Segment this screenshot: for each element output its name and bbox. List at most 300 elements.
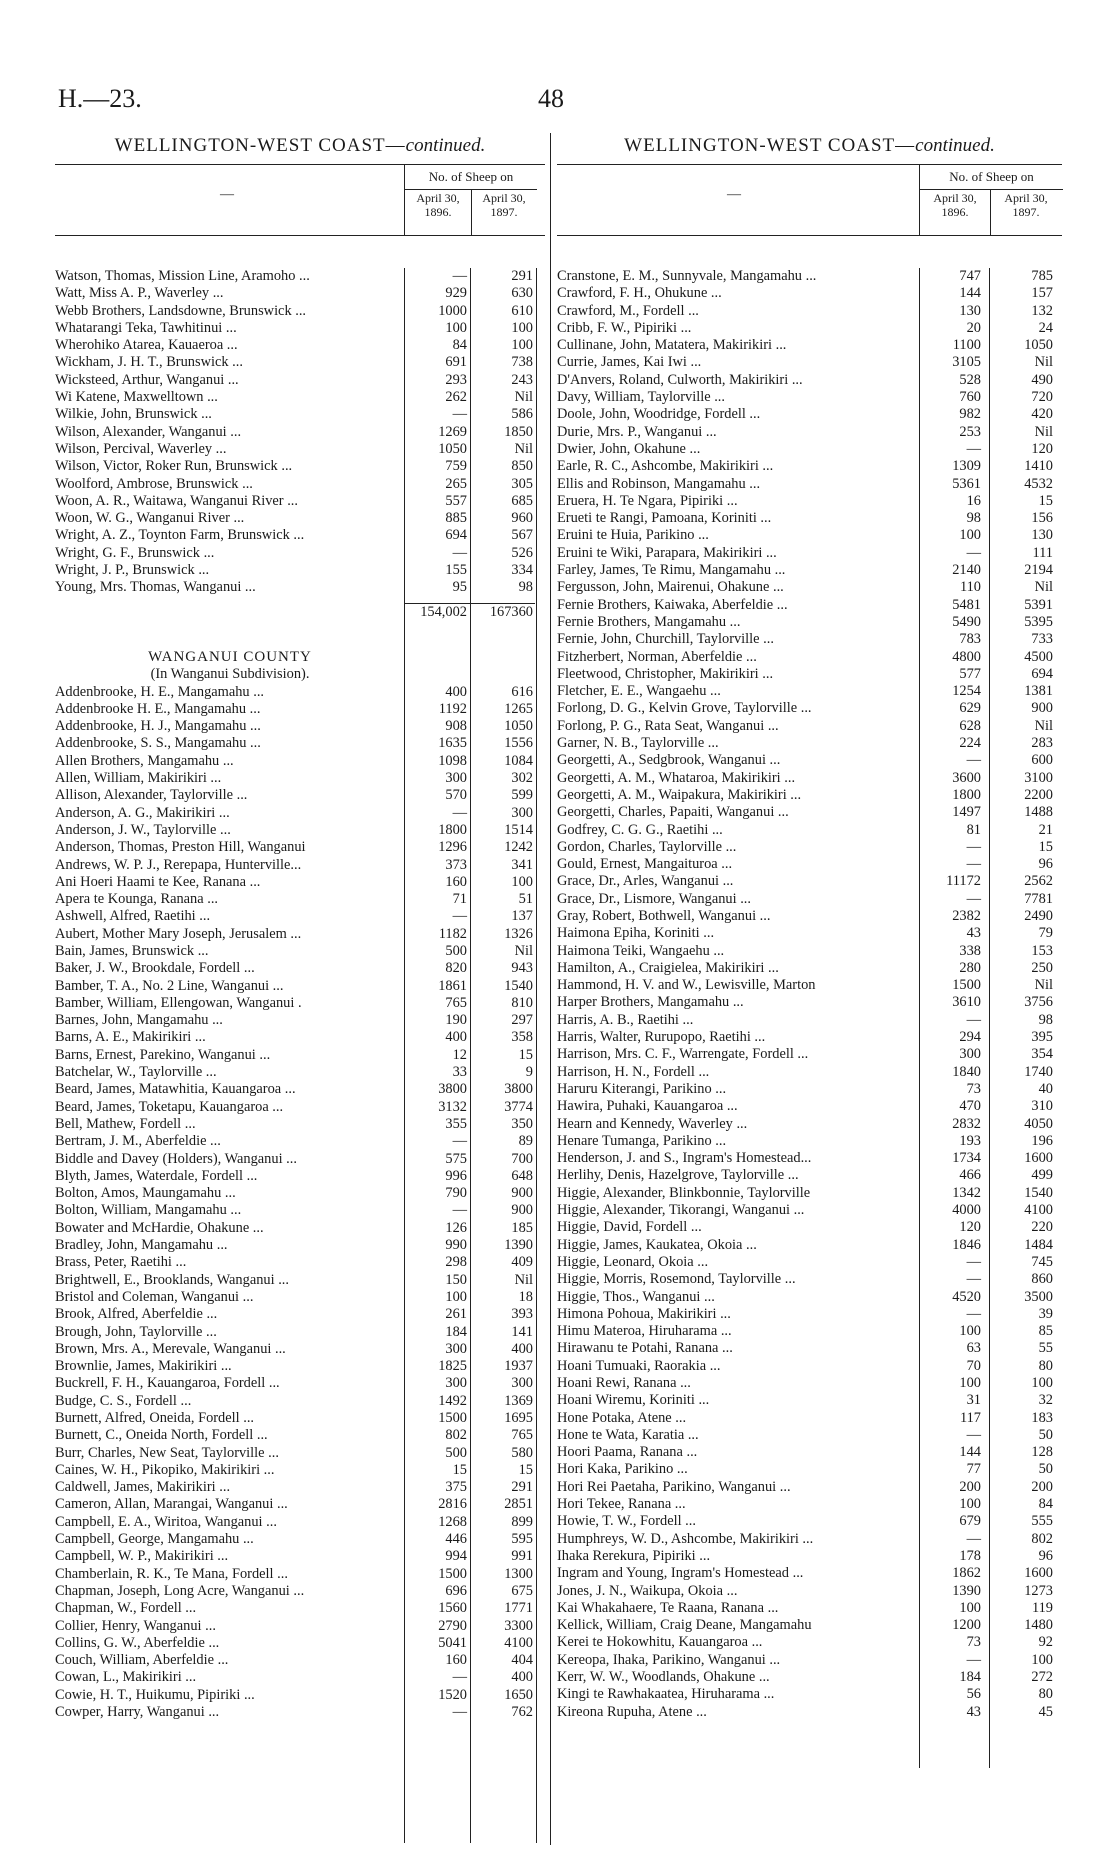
table-row [557, 631, 1062, 648]
owner-name: Georgetti, A. M., Whataroa, Makirikiri ... [557, 769, 796, 786]
table-row [55, 1687, 545, 1704]
sheep-1896: — [966, 1271, 981, 1288]
sheep-1897: 1695 [504, 1410, 533, 1426]
table-row [55, 1081, 545, 1098]
sheep-1896: 117 [959, 1409, 981, 1426]
sheep-1896: 300 [959, 1046, 981, 1063]
owner-name: Young, Mrs. Thomas, Wanganui ... [55, 579, 256, 596]
sheep-1896: — [452, 1133, 467, 1150]
sheep-1896: 178 [959, 1547, 981, 1564]
owner-name: Wickham, J. H. T., Brunswick ... [55, 354, 243, 371]
sheep-1896: 2382 [952, 907, 981, 924]
table-row [557, 683, 1062, 700]
sheep-1897: Nil [1034, 579, 1053, 596]
sheep-1897: 802 [1031, 1530, 1053, 1547]
table-row [55, 510, 545, 527]
sheep-1897: 283 [1031, 735, 1053, 752]
sheep-1897: 96 [1038, 1547, 1053, 1564]
sheep-1897: 183 [1031, 1409, 1053, 1426]
sheep-1896: 1268 [438, 1513, 467, 1530]
sheep-1897: 272 [1031, 1669, 1053, 1686]
sheep-1897: 2490 [1024, 907, 1053, 924]
owner-name: Brook, Alfred, Aberfeldie ... [55, 1306, 218, 1323]
owner-name: Addenbrooke, H. E., Mangamahu ... [55, 683, 265, 700]
owner-name: Doole, John, Woodridge, Fordell ... [557, 406, 761, 423]
sheep-1896: 557 [445, 492, 467, 509]
sheep-1897: 3300 [504, 1617, 533, 1634]
sheep-1897: 1390 [504, 1237, 533, 1254]
sheep-1897: 943 [511, 960, 533, 977]
sheep-1897: Nil [1034, 423, 1053, 440]
sheep-1897: 3774 [504, 1098, 533, 1115]
table-row [557, 1444, 1062, 1461]
owner-name: Campbell, E. A., Wiritoa, Wanganui ... [55, 1513, 277, 1530]
sheep-1897: 1242 [504, 839, 533, 856]
owner-name: Wilson, Victor, Roker Run, Brunswick ... [55, 458, 293, 475]
sheep-1896: 280 [959, 959, 981, 976]
sheep-1897: 32 [1038, 1392, 1053, 1409]
sheep-1897: 648 [511, 1167, 533, 1184]
sheep-1896: 400 [445, 683, 467, 700]
sheep-1896: 2832 [952, 1115, 981, 1132]
table-row [55, 874, 545, 891]
owner-name: Bowater and McHardie, Ohakune ... [55, 1219, 264, 1236]
sheep-1897: 80 [1038, 1357, 1053, 1374]
sheep-1897: Nil [1034, 354, 1053, 371]
table-row [557, 1271, 1062, 1288]
sheep-1896: 184 [445, 1323, 467, 1340]
sheep-1896: — [966, 544, 981, 561]
owner-name: Earle, R. C., Ashcombe, Makirikiri ... [557, 458, 774, 475]
table-row [55, 943, 545, 960]
total-1897: 167360 [489, 603, 533, 620]
sheep-1897: 40 [1038, 1080, 1053, 1097]
table-row [55, 1393, 545, 1410]
owner-name: Hearn and Kennedy, Waverley ... [557, 1115, 748, 1132]
right-table-header [557, 164, 1062, 236]
sheep-1896: 994 [445, 1548, 467, 1565]
sheep-1896: 696 [445, 1582, 467, 1599]
owner-name: Hoani Wiremu, Koriniti ... [557, 1392, 710, 1409]
table-row [55, 1133, 545, 1150]
owner-name: Bolton, Amos, Maungamahu ... [55, 1185, 236, 1202]
owner-name: Whatarangi Teka, Tawhitinui ... [55, 319, 237, 336]
owner-name: Anderson, Thomas, Preston Hill, Wanganui [55, 839, 306, 856]
sheep-1896: 1296 [438, 839, 467, 856]
sheep-1896: 679 [959, 1513, 981, 1530]
table-row [55, 476, 545, 493]
owner-name: Bamber, William, Ellengowan, Wanganui . [55, 994, 302, 1011]
owner-name: Watt, Miss A. P., Waverley ... [55, 285, 224, 302]
sheep-1897: 3100 [1024, 769, 1053, 786]
owner-name: Kerei te Hokowhitu, Kauangaroa ... [557, 1634, 763, 1651]
table-row [557, 977, 1062, 994]
owner-name: Barns, Ernest, Parekino, Wanganui ... [55, 1046, 271, 1063]
owner-name: Forlong, P. G., Rata Seat, Wanganui ... [557, 717, 779, 734]
owner-name: Wicksteed, Arthur, Wanganui ... [55, 371, 239, 388]
table-row [557, 752, 1062, 769]
table-row [55, 1272, 545, 1289]
table-row [557, 1634, 1062, 1651]
owner-name: Addenbrooke, S. S., Mangamahu ... [55, 735, 261, 752]
owner-name: Biddle and Davey (Holders), Wanganui ... [55, 1150, 297, 1167]
sheep-1896: 1862 [952, 1565, 981, 1582]
sheep-1896: 1500 [438, 1410, 467, 1426]
table-row [557, 1652, 1062, 1669]
table-row [55, 389, 545, 406]
sheep-1897: 291 [511, 268, 533, 284]
owner-name: Beard, James, Matawhitia, Kauangaroa ... [55, 1081, 296, 1098]
table-row [55, 1479, 545, 1496]
owner-name: Garner, N. B., Taylorville ... [557, 735, 719, 752]
sheep-1896: 300 [445, 1375, 467, 1392]
owner-name: Wright, G. F., Brunswick ... [55, 544, 215, 561]
table-row [55, 978, 545, 995]
sheep-1896: 466 [959, 1167, 981, 1184]
sheep-1897: 341 [511, 856, 533, 873]
sheep-1897: 860 [1031, 1271, 1053, 1288]
owner-name: Allen, William, Makirikiri ... [55, 770, 222, 787]
sheep-1897: 5391 [1024, 596, 1053, 613]
sheep-1896: 100 [445, 319, 467, 336]
sheep-1896: 56 [966, 1686, 981, 1703]
table-row [55, 1531, 545, 1548]
right-header-group [919, 165, 1063, 235]
sheep-1896: 765 [445, 994, 467, 1011]
table-row [55, 1669, 545, 1686]
sheep-1896: 70 [966, 1357, 981, 1374]
owner-name: Bamber, T. A., No. 2 Line, Wanganui ... [55, 977, 284, 994]
sheep-1896: 5361 [952, 475, 981, 492]
sheep-1896: 1000 [438, 302, 467, 319]
sheep-1896: 802 [445, 1427, 467, 1444]
sheep-1896: 1635 [438, 735, 467, 752]
sheep-1896: 155 [445, 562, 467, 579]
table-row [557, 303, 1062, 320]
sheep-1896: 43 [966, 925, 981, 942]
sheep-1897: 297 [511, 1012, 533, 1029]
table-row [557, 718, 1062, 735]
table-row [557, 372, 1062, 389]
sheep-1897: 1556 [504, 735, 533, 752]
sheep-1897: 900 [511, 1202, 533, 1219]
owner-name: Higgie, Alexander, Blinkbonnie, Taylorville [557, 1184, 811, 1201]
owner-name: Allen Brothers, Mangamahu ... [55, 752, 234, 769]
sheep-1896: 160 [445, 1652, 467, 1669]
table-row [557, 493, 1062, 510]
owner-name: Woon, A. R., Waitawa, Wanganui River ... [55, 492, 298, 509]
owner-name: Brass, Peter, Raetihi ... [55, 1254, 187, 1271]
owner-name: Erueti te Rangi, Pamoana, Koriniti ... [557, 510, 772, 527]
sheep-1897: 1326 [504, 925, 533, 942]
table-row [557, 839, 1062, 856]
table-row [557, 354, 1062, 371]
owner-name: Aubert, Mother Mary Joseph, Jerusalem ... [55, 925, 302, 942]
sheep-1897: 567 [511, 527, 533, 544]
owner-name: Fernie Brothers, Mangamahu ... [557, 613, 741, 630]
table-row [55, 441, 545, 458]
left-header-year-1896: April 30, 1896. [416, 191, 460, 219]
sheep-1897: 960 [511, 510, 533, 527]
table-row [557, 1323, 1062, 1340]
sheep-1896: 1182 [438, 925, 467, 942]
owner-name: Hirawanu te Potahi, Ranana ... [557, 1340, 733, 1357]
sheep-1896: 98 [966, 510, 981, 527]
sheep-1896: 184 [959, 1669, 981, 1686]
table-row [55, 527, 545, 544]
sheep-1897: 137 [511, 908, 533, 925]
sheep-1896: 1825 [438, 1358, 467, 1375]
sheep-1896: 77 [966, 1461, 981, 1478]
sheep-1897: 196 [1031, 1132, 1053, 1149]
sheep-1896: — [452, 908, 467, 925]
sheep-1897: 900 [511, 1185, 533, 1202]
sheep-1897: 745 [1031, 1253, 1053, 1270]
total-1896: 154,002 [420, 603, 467, 620]
owner-name: Dwier, John, Okahune ... [557, 440, 701, 457]
owner-name: Allison, Alexander, Taylorville ... [55, 787, 248, 804]
owner-name: Wherohiko Atarea, Kauaeroa ... [55, 337, 238, 354]
sheep-1897: 586 [511, 406, 533, 423]
owner-name: Barns, A. E., Makirikiri ... [55, 1029, 206, 1046]
table-row [557, 1548, 1062, 1565]
owner-name: Jones, J. N., Waikupa, Okoia ... [557, 1582, 738, 1599]
right-table-body [557, 268, 1062, 1721]
sheep-1896: 1100 [952, 337, 981, 354]
owner-name: Wi Katene, Maxwelltown ... [55, 389, 218, 406]
sheep-1896: 759 [445, 458, 467, 475]
sheep-1897: Nil [514, 389, 533, 406]
owner-name: Collins, G. W., Aberfeldie ... [55, 1634, 220, 1651]
right-column [557, 133, 1062, 1721]
owner-name: Ellis and Robinson, Mangamahu ... [557, 475, 761, 492]
table-row [557, 1064, 1062, 1081]
table-row [557, 614, 1062, 631]
table-row [557, 510, 1062, 527]
sheep-1897: 51 [518, 891, 533, 908]
owner-name: Hoani Tumuaki, Raorakia ... [557, 1357, 721, 1374]
sheep-1897: 100 [511, 319, 533, 336]
sheep-1896: 996 [445, 1167, 467, 1184]
table-row [55, 1375, 545, 1392]
owner-name: Hone te Wata, Karatia ... [557, 1426, 699, 1443]
sheep-1897: 404 [511, 1652, 533, 1669]
table-row [557, 1479, 1062, 1496]
table-row [55, 424, 545, 441]
owner-name: Hori Rei Paetaha, Parikino, Wanganui ... [557, 1478, 791, 1495]
sheep-1897: 409 [511, 1254, 533, 1271]
page-number: 48 [538, 84, 564, 113]
sheep-1896: 446 [445, 1531, 467, 1548]
sheep-1897: 900 [1031, 700, 1053, 717]
sheep-1896: 261 [445, 1306, 467, 1323]
table-row [55, 1202, 545, 1219]
table-row [55, 735, 545, 752]
sheep-1897: 850 [511, 458, 533, 475]
sheep-1897: 50 [1038, 1426, 1053, 1443]
owner-name: Bradley, John, Mangamahu ... [55, 1237, 228, 1254]
sheep-1897: 100 [1031, 1375, 1053, 1391]
sheep-1897: 675 [511, 1582, 533, 1599]
sheep-1896: 20 [966, 319, 981, 336]
sheep-1896: 144 [959, 1444, 981, 1461]
sheep-1897: 4100 [1024, 1202, 1053, 1219]
table-row [55, 960, 545, 977]
sheep-1896: 12 [452, 1046, 467, 1063]
table-row [557, 1150, 1062, 1167]
owner-name: Kerr, W. W., Woodlands, Ohakune ... [557, 1669, 770, 1686]
table-row [55, 1514, 545, 1531]
owner-name: Crawford, M., Fordell ... [557, 302, 699, 319]
owner-name: Fletcher, E. E., Wangaehu ... [557, 683, 721, 700]
table-row [55, 926, 545, 943]
sheep-1896: 1050 [438, 440, 467, 457]
sheep-1896: 3132 [438, 1098, 467, 1115]
table-row [55, 1341, 545, 1358]
sheep-1896: 300 [445, 770, 467, 787]
table-row [55, 1168, 545, 1185]
sheep-1896: — [966, 890, 981, 907]
sheep-1897: 354 [1031, 1046, 1053, 1063]
sheep-1896: 100 [959, 1323, 981, 1340]
table-row [557, 1583, 1062, 1600]
sheep-1896: 577 [959, 665, 981, 682]
sheep-1896: — [966, 1305, 981, 1322]
table-row [557, 285, 1062, 302]
sheep-1897: 4532 [1024, 475, 1053, 492]
owner-name: Hawira, Puhaki, Kauangaroa ... [557, 1098, 738, 1115]
sheep-1897: 1369 [504, 1392, 533, 1409]
sheep-1897: 157 [1031, 285, 1053, 302]
owner-name: Brough, John, Taylorville ... [55, 1323, 217, 1340]
owner-name: Addenbrooke H. E., Mangamahu ... [55, 700, 261, 717]
owner-name: Woolford, Ambrose, Brunswick ... [55, 475, 253, 492]
sheep-1896: 71 [452, 891, 467, 908]
sheep-1896: — [966, 1426, 981, 1443]
table-row [557, 527, 1062, 544]
left-title-continued: continued. [405, 135, 486, 156]
sheep-1897: 98 [1038, 1011, 1053, 1028]
table-row [557, 1513, 1062, 1530]
table-row [55, 1029, 545, 1046]
sheep-1896: 1390 [952, 1582, 981, 1599]
owner-name: Addenbrooke, H. J., Mangamahu ... [55, 718, 261, 735]
table-row [55, 857, 545, 874]
owner-name: Higgie, Alexander, Tikorangi, Wanganui ... [557, 1202, 805, 1219]
owner-name: Bolton, William, Mangamahu ... [55, 1202, 242, 1219]
table-row [557, 735, 1062, 752]
sheep-1896: 73 [966, 1080, 981, 1097]
table-row [557, 1600, 1062, 1617]
owner-name: Fergusson, John, Mairenui, Ohakune ... [557, 579, 784, 596]
sheep-1897: 595 [511, 1531, 533, 1548]
table-row [557, 804, 1062, 821]
sheep-1897: 765 [511, 1427, 533, 1444]
owner-name: Kireona Rupuha, Atene ... [557, 1703, 707, 1720]
sheep-1897: 302 [511, 770, 533, 787]
table-row [55, 1254, 545, 1271]
table-row [55, 753, 545, 770]
sheep-1896: 500 [445, 942, 467, 959]
sheep-1896: — [452, 1202, 467, 1219]
sheep-1896: — [966, 1253, 981, 1270]
sheep-1897: 400 [511, 1669, 533, 1686]
sheep-1897: 15 [1038, 838, 1053, 855]
table-row [55, 354, 545, 371]
sheep-1896: 1342 [952, 1184, 981, 1201]
owner-name: Georgetti, Charles, Papaiti, Wanganui ... [557, 804, 789, 821]
sheep-1896: 100 [959, 1496, 981, 1513]
right-header-year-1896: April 30, 1896. [933, 191, 977, 219]
owner-name: Anderson, J. W., Taylorville ... [55, 821, 231, 838]
sheep-1896: 73 [966, 1634, 981, 1651]
sheep-1896: 470 [959, 1098, 981, 1115]
owner-name: Henderson, J. and S., Ingram's Homestead... [557, 1150, 812, 1167]
sheep-1896: 43 [966, 1703, 981, 1720]
owner-name: Bristol and Coleman, Wanganui ... [55, 1288, 254, 1305]
owner-name: Cameron, Allan, Marangai, Wanganui ... [55, 1496, 288, 1513]
table-row [55, 1445, 545, 1462]
owner-name: Higgie, David, Fordell ... [557, 1219, 702, 1236]
sheep-1896: — [966, 1651, 981, 1668]
table-row [557, 337, 1062, 354]
owner-name: Farley, James, Te Rimu, Mangamahu ... [557, 562, 786, 579]
sheep-1897: 1514 [504, 821, 533, 838]
table-row [557, 960, 1062, 977]
sheep-1897: 358 [511, 1029, 533, 1046]
section-gap [55, 621, 545, 649]
owner-name: Harris, Walter, Rurupopo, Raetihi ... [557, 1029, 766, 1046]
sheep-1897: 1084 [504, 752, 533, 769]
owner-name: Burr, Charles, New Seat, Taylorville ... [55, 1444, 279, 1461]
sheep-1897: 694 [1031, 665, 1053, 682]
left-table-body [55, 268, 545, 1721]
sheep-1896: — [966, 440, 981, 457]
owner-name: Henare Tumanga, Parikino ... [557, 1132, 727, 1149]
sheep-1896: 95 [452, 579, 467, 596]
sheep-1897: 3756 [1024, 994, 1053, 1011]
sheep-1896: 1098 [438, 752, 467, 769]
sheep-1897: 1740 [1024, 1063, 1053, 1080]
sheep-1896: 373 [445, 856, 467, 873]
sheep-1897: 15 [1038, 492, 1053, 509]
owner-name: Watson, Thomas, Mission Line, Aramoho ... [55, 268, 310, 284]
table-row [55, 337, 545, 354]
sheep-1896: 783 [959, 631, 981, 648]
sheep-1896: 2140 [952, 562, 981, 579]
sheep-1897: 45 [1038, 1703, 1053, 1720]
sheep-1896: 1492 [438, 1392, 467, 1409]
owner-name: Grace, Dr., Lismore, Wanganui ... [557, 890, 751, 907]
right-header-year-divider [990, 189, 991, 235]
sheep-1897: 685 [511, 492, 533, 509]
sheep-1896: — [966, 856, 981, 873]
sheep-1896: 1309 [952, 458, 981, 475]
sheep-1896: 5490 [952, 613, 981, 630]
sheep-1897: 185 [511, 1219, 533, 1236]
owner-name: Ihaka Rerekura, Pipiriki ... [557, 1547, 711, 1564]
table-row [55, 995, 545, 1012]
table-row [557, 1046, 1062, 1063]
sheep-1896: 265 [445, 475, 467, 492]
table-row [557, 787, 1062, 804]
table-row [557, 1617, 1062, 1634]
right-header-group-title: No. of Sheep on [920, 165, 1063, 190]
sheep-1897: 1265 [504, 700, 533, 717]
table-row [55, 908, 545, 925]
table-row [55, 1306, 545, 1323]
sheep-1896: 81 [966, 821, 981, 838]
